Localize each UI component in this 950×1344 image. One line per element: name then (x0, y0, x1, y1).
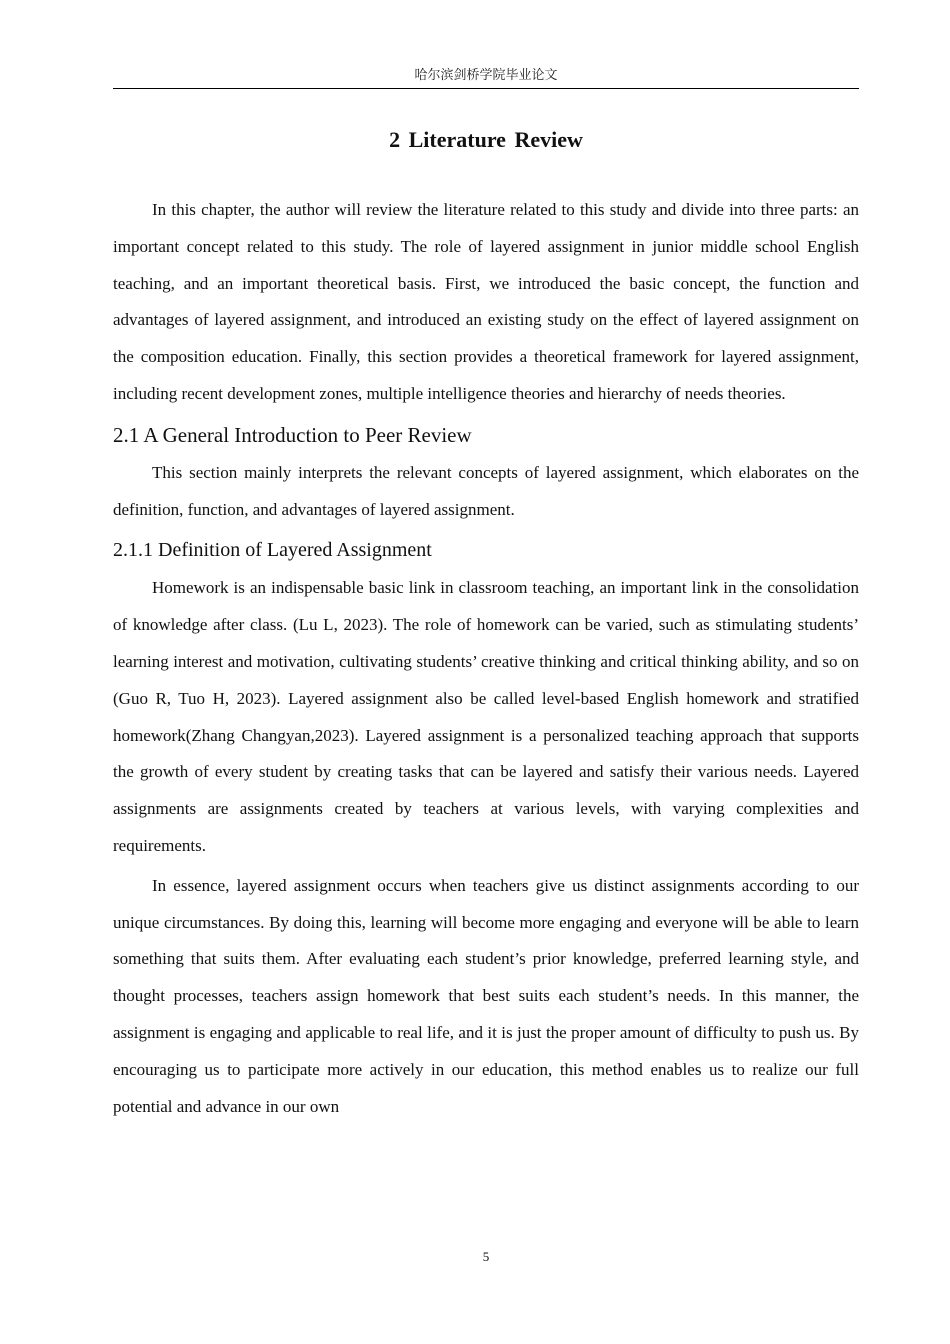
running-header: 哈尔滨剑桥学院毕业论文 (414, 67, 558, 82)
page-content (113, 120, 859, 1125)
intro-paragraph: In this chapter, the author will review the literature related to this study and divide into three parts: an important concept related to this study. The role of layered assignment in junior middle school English teaching, and an important theoretical basis. First, we introduced the basic concept, the function and advantages of layered assignment, and introduced an existing study on the effect of layered assignment on the composition education. Finally, this section provides a theoretical framework for layered assignment, including recent development zones, multiple intelligence theories and hierarchy of needs theories. (113, 200, 859, 403)
section-2-1-paragraph: This section mainly interprets the relevant concepts of layered assignment, which elaborates on the definition, function, and advantages of layered assignment. (113, 462, 859, 519)
section-heading-2-1: 2.1 A General Introduction to Peer Review (113, 422, 472, 447)
chapter-title: 2 Literature Review (389, 127, 583, 152)
section-2-1-1-paragraph-1: Homework is an indispensable basic link in classroom teaching, an important link in the consolidation of knowledge after class. (Lu L, 2023). The role of homework can be varied, such as stimulating students’ learning interest and motivation, cultivating students’ creative thinking and critical thinking ability, and so on (Guo R, Tuo H, 2023). Layered assignment also be called level-based English homework and stratified homework(Zhang Changyan,2023). Layered assignment is a personalized teaching approach that supports the growth of every student by creating tasks that can be layered and satisfy their various needs. Layered assignments are assignments created by teachers at various levels, with varying complexities and requirements. (113, 578, 859, 855)
section-2-1-1-paragraph-2: In essence, layered assignment occurs when teachers give us distinct assignments according to our unique circumstances. By doing this, learning will become more engaging and everyone will be able to learn something that suits them. After evaluating each student’s prior knowledge, preferred learning style, and thought processes, teachers assign homework that best suits each student’s needs. In this manner, the assignment is engaging and applicable to real life, and it is just the proper amount of difficulty to push us. By encouraging us to participate more actively in our education, this method enables us to realize our full potential and advance in our own (113, 875, 859, 1116)
section-heading-2-1-1: 2.1.1 Definition of Layered Assignment (113, 539, 432, 562)
page-number: 5 (482, 1249, 490, 1264)
header-rule (113, 88, 859, 89)
